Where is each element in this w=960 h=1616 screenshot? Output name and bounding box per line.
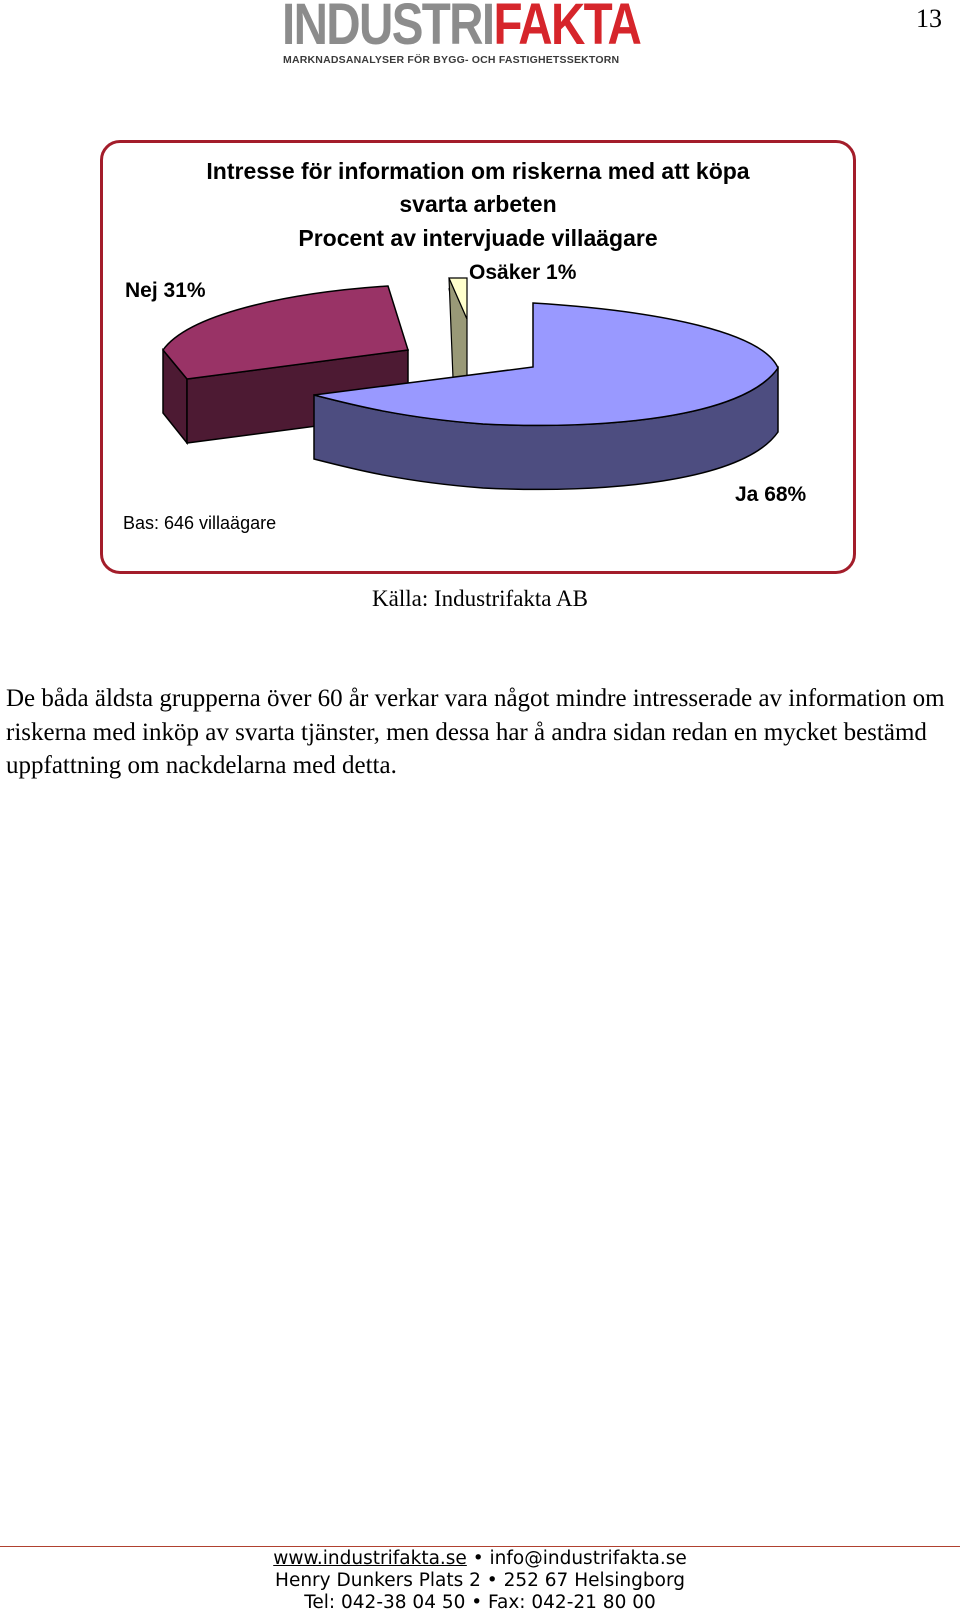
slice-label-ja: Ja 68% [735, 483, 807, 506]
footer-address: Henry Dunkers Plats 2 • 252 67 Helsingborg [275, 1570, 685, 1591]
footer-phone-fax: Tel: 042-38 04 50 • Fax: 042-21 80 00 [304, 1592, 656, 1613]
footer-separator: • [472, 1548, 484, 1569]
logo-word-grey: INDUSTRI [282, 0, 494, 57]
body-paragraph: De båda äldsta grupperna över 60 år verkar vara något mindre intresserade av information om riskerna med inköp av svarta tjänster, men dessa har å andra sidan redan en mycket bestämd uppfattning om nackdelarna med detta. [6, 685, 945, 779]
footer-email-link[interactable]: info@industrifakta.se [489, 1548, 687, 1569]
footer-contact-line [0, 1548, 960, 1570]
chart-subtitle: Procent av intervjuade villaägare [298, 225, 658, 251]
chart-title-line-2: svarta arbeten [399, 191, 557, 217]
footer-website-link[interactable]: www.industrifakta.se [273, 1548, 467, 1569]
slice-label-osaker: Osäker 1% [469, 261, 577, 284]
logo-wordmark [282, 0, 640, 56]
page-number: 13 [916, 4, 942, 33]
chart-base-note: Bas: 646 villaägare [123, 513, 277, 533]
logo-word-red: FAKTA [493, 0, 641, 57]
chart-source: Källa: Industrifakta AB [372, 586, 588, 611]
slice-label-nej: Nej 31% [125, 279, 206, 302]
footer-divider [0, 1546, 960, 1547]
industrifakta-logo [282, 0, 642, 68]
page-footer [0, 1548, 960, 1614]
logo-tagline: MARKNADSANALYSER FÖR BYGG- OCH FASTIGHETSSEKTORN [283, 54, 620, 66]
chart-title [103, 155, 853, 221]
chart-title-line-1: Intresse för information om riskerna med att köpa [206, 158, 750, 184]
pie-chart [100, 140, 856, 574]
